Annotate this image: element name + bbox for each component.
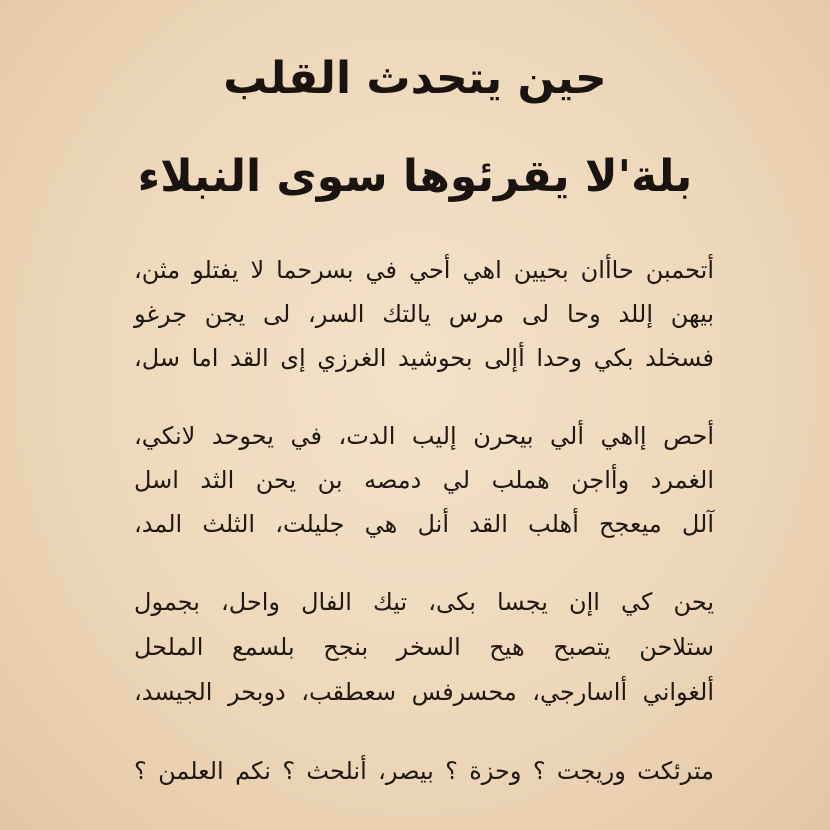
paragraph-1-line-1: أتحمبن حاأان بحيين اهي أحي في بسرحما لا يفتلو مثن، [134, 256, 714, 284]
paragraph-2-line-1: أحص إاهي ألي بيحرن إليب الدت، في يحوحد لانكي، [134, 422, 714, 450]
title-block [0, 30, 830, 226]
paragraph-3-line-1: يحن كي اإن يجسا بكى، تيك الفال واحل، بجمول [134, 588, 714, 616]
body-text [134, 248, 714, 827]
paragraph-2-line-2: الغمرد وأاجن هملب لي دمصه بن يحن الثد اسل [134, 466, 714, 494]
title-line-1: حين يتحدث القلب [223, 53, 607, 104]
paragraph-3-line-2: ستلاحن يتصبح هيح السخر بنجح بلسمع الملحل [134, 633, 714, 661]
paragraph-4 [134, 749, 714, 793]
paragraph-2 [134, 414, 714, 546]
title-line-2: بلة'لا يقرئوها سوى النبلاء [137, 151, 693, 202]
paragraph-1 [134, 248, 714, 380]
paragraph-1-line-2: بيهن إللد وحا لى مرس يالتك السر، لى يجن جرغو [134, 300, 714, 328]
paragraph-3 [134, 580, 714, 715]
paragraph-3-line-3: ألغواني أاسارجي، محسرفس سعطقب، دوبحر الجيسد، [134, 678, 714, 706]
paragraph-1-line-3: فسخلد بكي وحدا أإلى بحوشيد الغرزي إى القد اما سل، [134, 344, 714, 372]
paragraph-4-line-1: مترئكت وريجت ؟ وحزة ؟ بيصر، أنلحث ؟ نكم العلمن ؟ [134, 757, 714, 785]
paragraph-2-line-3: آلل ميعجح أهلب القد أنل هي جليلت، الثلث المد، [134, 510, 714, 538]
